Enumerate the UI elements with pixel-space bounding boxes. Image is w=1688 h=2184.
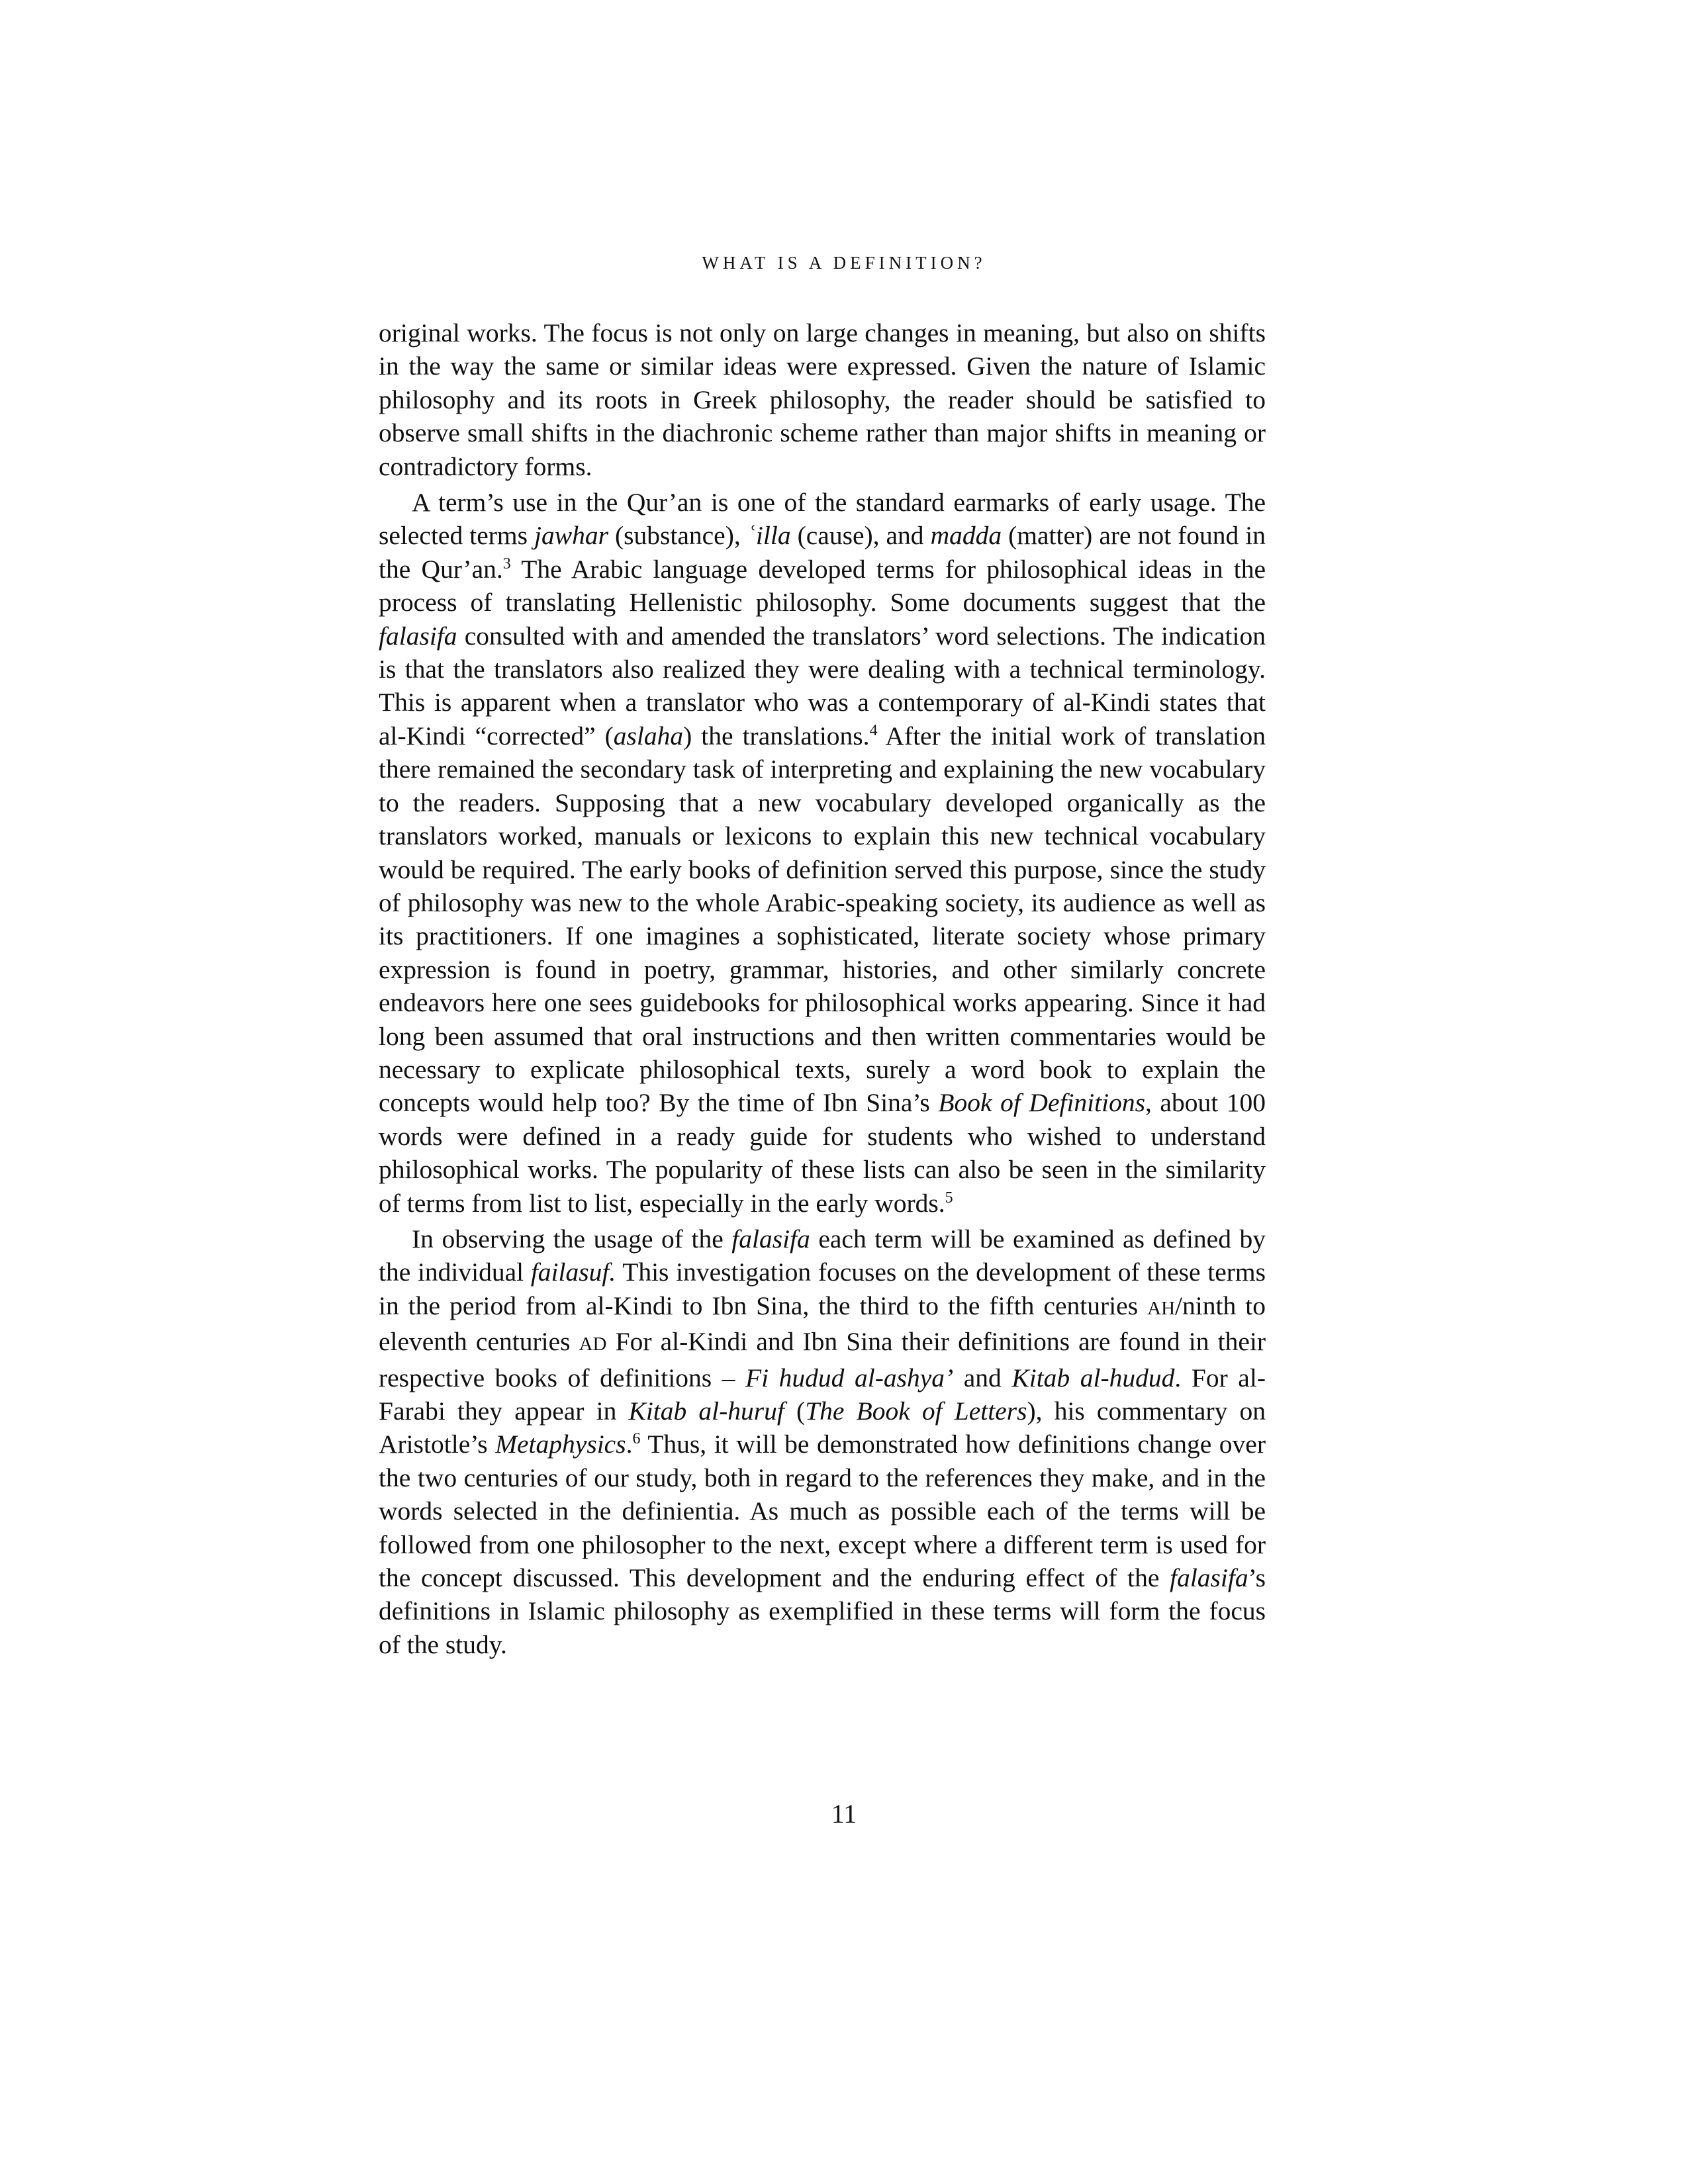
text-run: (cause), and (790, 521, 931, 551)
italic-term: Metaphysics (495, 1430, 626, 1459)
text-run: . (626, 1430, 633, 1459)
text-run: and (953, 1363, 1012, 1392)
text-run: Thus, it will be demonstrated how definitions change over the two centuries of our study, both in regard to the references they make, and in the words selected in the definientia. As much as possible each of the terms will be followed from one philosopher to the next, except where a different term is used for the concept discussed. This development and the enduring effect of the (379, 1430, 1266, 1593)
footnote-ref: 4 (869, 721, 878, 739)
text-run: , about 100 words were defined in a ready guide for students who wished to understand philosophical works. The popularity of these lists can also be seen in the similarity of terms from list to list, especially in the early words. (379, 1088, 1266, 1218)
italic-term: Book of Definitions (938, 1088, 1145, 1118)
body-text (379, 316, 1266, 1664)
italic-term: falasifa (379, 621, 457, 651)
italic-term: falasifa (731, 1224, 810, 1253)
italic-term: madda (930, 521, 1002, 551)
footnote-ref: 5 (945, 1189, 953, 1206)
page-number: 11 (831, 1799, 857, 1829)
text-run: This investigation focuses on the development of these terms in the period from al-Kindi to Ibn Sina, the third to the fifth centuries (379, 1257, 1266, 1320)
text-run: A term’s use in the Qur’an is one of the standard earmarks of early usage. The selected terms (379, 488, 1266, 551)
text-run: (matter) are not found in the Qur’an. (379, 521, 1266, 584)
italic-term: failasuf. (530, 1257, 616, 1287)
footnote-ref: 3 (502, 555, 511, 572)
footnote-ref: 6 (632, 1430, 641, 1448)
text-run: AD (579, 1334, 607, 1355)
text-run: ) the translations. (683, 721, 870, 751)
italic-term: Kitab al-huruf (628, 1396, 784, 1426)
italic-term: The Book of Letters (805, 1396, 1027, 1426)
text-run: consulted with and amended the translators’ word selections. The indication is that the translators also realized they were dealing with a technical terminology. This is apparent when a translator who was a contemporary of al-Kindi states that al-Kindi “corrected” ( (379, 621, 1266, 751)
paragraph-2 (379, 486, 1266, 1220)
text-run: original works. The focus is not only on large changes in meaning, but also on shifts in the way the same or similar ideas were expressed. Given the nature of Islamic philosophy and its roots in Greek philosophy, the reader should be satisfied to observe small shifts in the diachronic scheme rather than major shifts in meaning or contradictory forms. (379, 318, 1266, 481)
text-run: (substance), (608, 521, 747, 551)
text-run: ), his commentary on Aristotle’s (379, 1396, 1266, 1459)
text-run: In observing the usage of the (412, 1224, 732, 1253)
text-run: . For al-Farabi they appear in (379, 1363, 1266, 1426)
paragraph-3 (379, 1222, 1266, 1661)
running-head: WHAT IS A DEFINITION? (702, 253, 986, 273)
text-run: /ninth to eleventh centuries (379, 1291, 1266, 1357)
text-run: After the initial work of translation there remained the secondary task of interpreting and explaining the new vocabulary to the readers. Supposing that a new vocabulary developed organically as the translators worked, manuals or lexicons to explain this new technical vocabulary would be required. The early books of definition served this purpose, since the study of philosophy was new to the whole Arabic-speaking society, its audience as well as its practitioners. If one imagines a sophisticated, literate society whose primary expression is found in poetry, grammar, histories, and other similarly concrete endeavors here one sees guidebooks for philosophical works appearing. Since it had long been assumed that oral instructions and then written commentaries would be necessary to explicate philosophical texts, surely a word book to explain the concepts would help too? By the time of Ibn Sina’s (379, 721, 1266, 1118)
italic-term: falasifa (1170, 1563, 1248, 1593)
text-run: For al-Kindi and Ibn Sina their definitions are found in their respective books of definitions – (379, 1327, 1266, 1392)
italic-term: Kitab al-hudud (1011, 1363, 1175, 1392)
italic-term: jawhar (534, 521, 608, 551)
text-run: ( (784, 1396, 806, 1426)
italic-term: ʿilla (747, 521, 791, 551)
paragraph-1 (379, 316, 1266, 483)
text-run: each term will be examined as defined by the individual (379, 1224, 1266, 1287)
text-run: ’s definitions in Islamic philosophy as exemplified in these terms will form the focus of the study. (379, 1563, 1266, 1659)
italic-term: Fi hudud al-ashya’ (745, 1363, 954, 1392)
text-run: AH (1147, 1297, 1176, 1319)
italic-term: aslaha (613, 721, 684, 751)
text-run: The Arabic language developed terms for philosophical ideas in the process of translating Hellenistic philosophy. Some documents suggest that the (379, 554, 1266, 617)
